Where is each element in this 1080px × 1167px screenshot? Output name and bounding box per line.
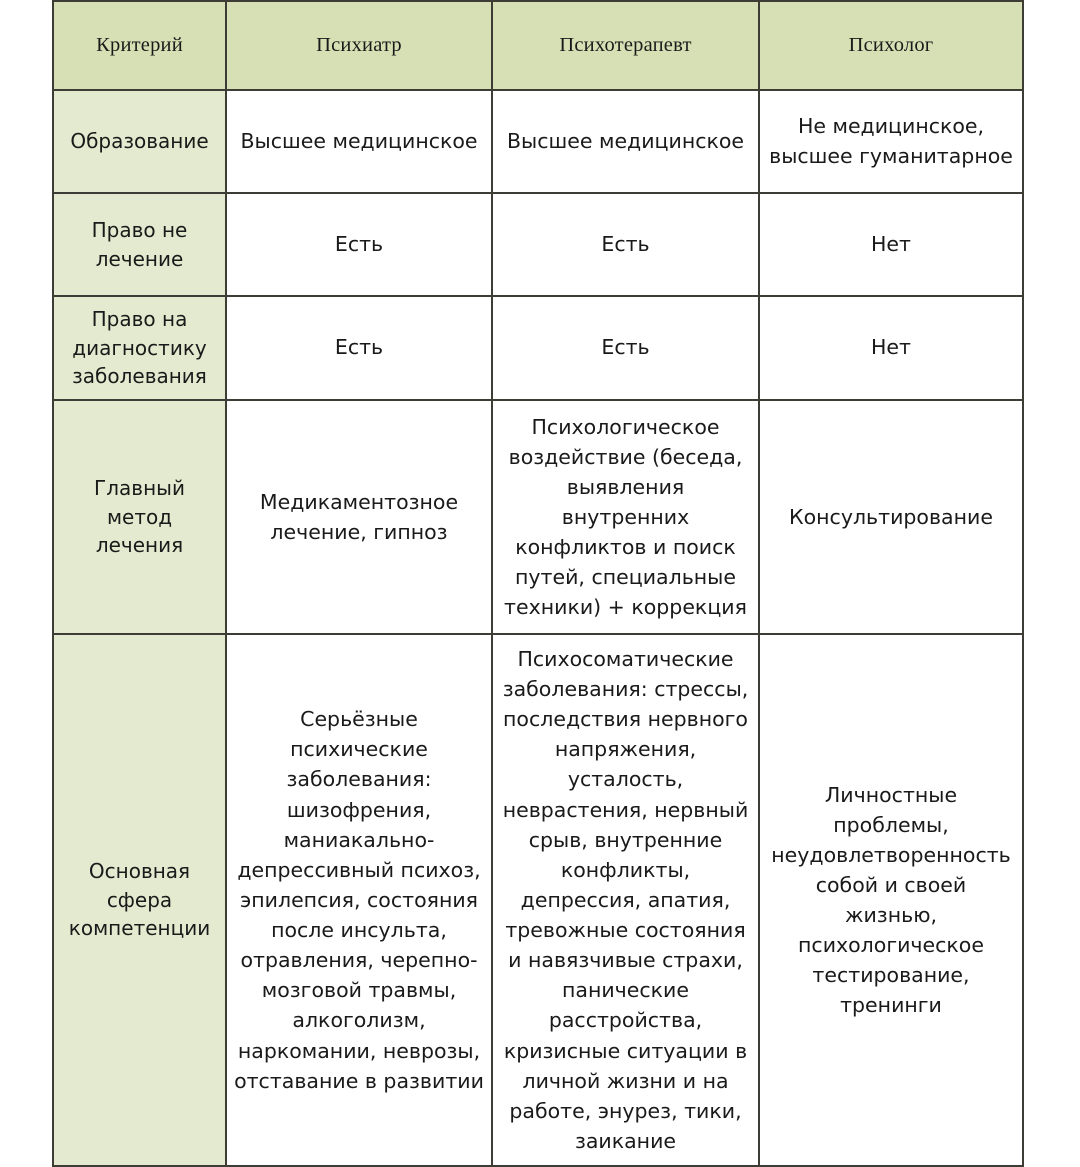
- comparison-table: [52, 0, 1024, 1167]
- cell-main-method-psychiatrist: Медикаментозное лечение, гипноз: [226, 400, 492, 634]
- column-header-psychiatrist: Психиатр: [226, 1, 492, 90]
- row-label-education: Образование: [53, 90, 226, 193]
- row-label-right-to-diagnose: Право на диагностику заболевания: [53, 296, 226, 400]
- cell-education-psychiatrist: Высшее медицинское: [226, 90, 492, 193]
- cell-main-method-psychologist: Консультирование: [759, 400, 1023, 634]
- table-row: [53, 90, 1023, 193]
- cell-right-to-treat-psychotherapist: Есть: [492, 193, 759, 296]
- cell-right-to-diagnose-psychotherapist: Есть: [492, 296, 759, 400]
- cell-education-psychotherapist: Высшее медицинское: [492, 90, 759, 193]
- table-header: [53, 1, 1023, 90]
- column-header-psychologist: Психолог: [759, 1, 1023, 90]
- table-row: [53, 296, 1023, 400]
- cell-right-to-diagnose-psychiatrist: Есть: [226, 296, 492, 400]
- column-header-psychotherapist: Психотерапевт: [492, 1, 759, 90]
- cell-education-psychologist: Не медицинское, высшее гуманитарное: [759, 90, 1023, 193]
- cell-right-to-treat-psychiatrist: Есть: [226, 193, 492, 296]
- cell-main-method-psychotherapist: Психологическое воздействие (беседа, выявления внутренних конфликтов и поиск путей, специальные техники) + коррекция: [492, 400, 759, 634]
- table-body: [53, 90, 1023, 1166]
- table-row: [53, 400, 1023, 634]
- cell-right-to-diagnose-psychologist: Нет: [759, 296, 1023, 400]
- row-label-main-competence: Основная сфера компетенции: [53, 634, 226, 1166]
- table-row: [53, 634, 1023, 1166]
- cell-main-competence-psychotherapist: Психосоматические заболевания: стрессы, последствия нервного напряжения, усталость, неврастения, нервный срыв, внутренние конфликты, депрессия, апатия, тревожные состояния и навязчивые страхи, панические расстройства, кризисные ситуации в личной жизни и на работе, энурез, тики, заикание: [492, 634, 759, 1166]
- row-label-main-method: Главный метод лечения: [53, 400, 226, 634]
- comparison-table-container: [52, 0, 1022, 1167]
- column-header-criterion: Критерий: [53, 1, 226, 90]
- table-row: [53, 193, 1023, 296]
- cell-main-competence-psychologist: Личностные проблемы, неудовлетворенность собой и своей жизнью, психологическое тестирование, тренинги: [759, 634, 1023, 1166]
- cell-main-competence-psychiatrist: Серьёзные психические заболевания: шизофрения, маниакально-депрессивный психоз, эпилепсия, состояния после инсульта, отравления, черепно-мозговой травмы, алкоголизм, наркомании, неврозы, отставание в развитии: [226, 634, 492, 1166]
- cell-right-to-treat-psychologist: Нет: [759, 193, 1023, 296]
- table-header-row: [53, 1, 1023, 90]
- row-label-right-to-treat: Право не лечение: [53, 193, 226, 296]
